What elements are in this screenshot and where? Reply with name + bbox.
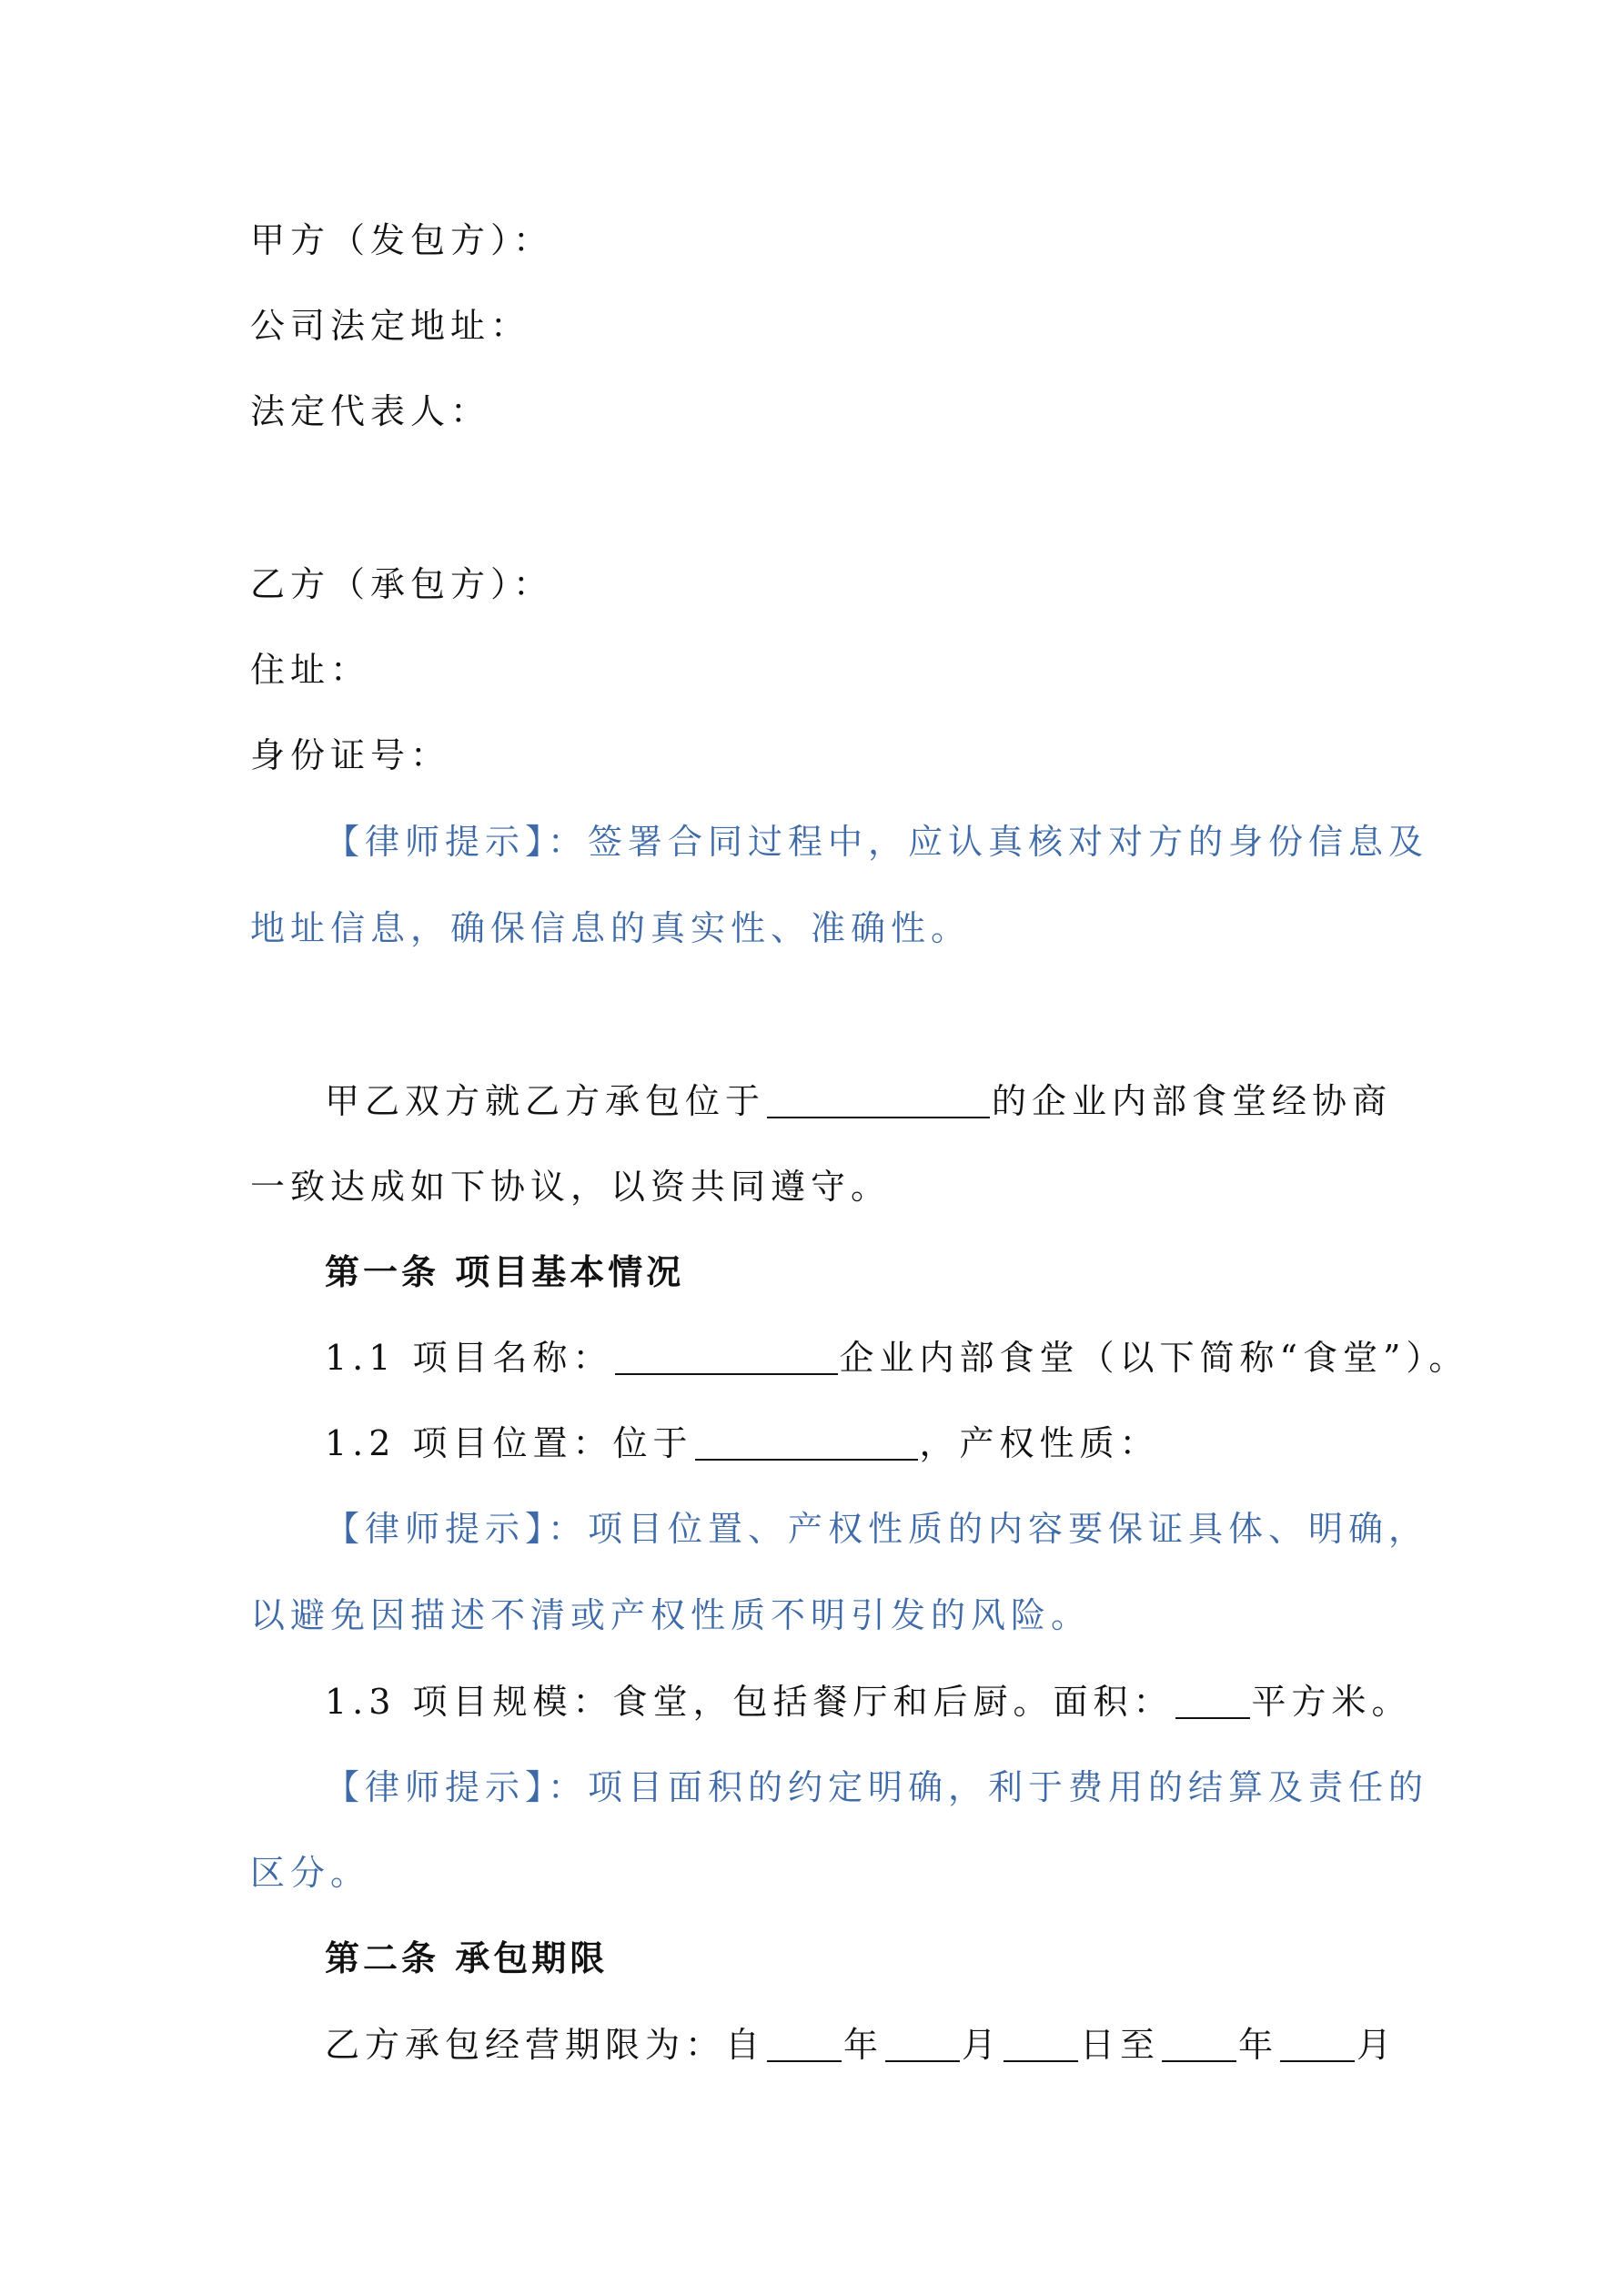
intro-line-2: 一致达成如下协议，以资共同遵守。	[250, 1167, 892, 1207]
lawyer-tip-text: ：项目面积的约定明确，利于费用的结算及责任的	[548, 1767, 1429, 1807]
item-1-2-suffix: ，产权性质：	[919, 1423, 1160, 1463]
intro-line-1	[325, 1074, 1397, 1128]
lawyer-tip-2-line-1	[325, 1502, 1429, 1556]
item-1-3-suffix: 平方米。	[1251, 1682, 1412, 1722]
party-b-title: 乙方（承包方）：	[250, 564, 554, 604]
lawyer-tip-label: 【律师提示】	[325, 1767, 549, 1807]
item-1-2	[325, 1416, 1397, 1471]
item-1-1	[325, 1330, 1469, 1385]
item-1-1-suffix: 企业内部食堂（以下简称“食堂”）。	[839, 1338, 1469, 1378]
lawyer-tip-3-line-2: 区分。	[250, 1853, 371, 1893]
start-year-blank	[767, 2024, 842, 2062]
term-line	[325, 2018, 1397, 2072]
item-1-3	[325, 1674, 1412, 1729]
article-2-heading: 第二条 承包期限	[325, 1938, 609, 1978]
item-1-1-prefix: 1.1 项目名称：	[325, 1338, 613, 1378]
item-1-2-prefix: 1.2 项目位置：位于	[325, 1423, 693, 1463]
lawyer-tip-2-line-2: 以避免因描述不清或产权性质不明引发的风险。	[250, 1595, 1092, 1635]
party-b-address: 住址：	[250, 650, 371, 690]
lawyer-tip-3-line-1	[325, 1760, 1429, 1815]
year-label: 年	[1238, 2025, 1279, 2065]
lawyer-tip-1-line-1	[325, 814, 1429, 869]
item-1-3-prefix: 1.3 项目规模：食堂，包括餐厅和后厨。面积：	[325, 1682, 1174, 1722]
party-b-id-number: 身份证号：	[250, 735, 451, 775]
lawyer-tip-label: 【律师提示】	[325, 1509, 549, 1549]
project-name-blank	[615, 1337, 838, 1375]
term-prefix: 乙方承包经营期限为：自	[325, 2025, 766, 2065]
project-location-blank	[695, 1422, 918, 1461]
area-blank	[1175, 1681, 1250, 1719]
intro-part-2: 的企业内部食堂经协商	[992, 1081, 1393, 1121]
day-to-label: 日至	[1080, 2025, 1161, 2065]
start-day-blank	[1004, 2024, 1078, 2062]
start-month-blank	[885, 2024, 960, 2062]
end-year-blank	[1162, 2024, 1236, 2062]
lawyer-tip-text: ：项目位置、产权性质的内容要保证具体、明确，	[548, 1509, 1429, 1549]
lawyer-tip-1-line-2: 地址信息，确保信息的真实性、准确性。	[250, 908, 972, 948]
end-month-blank	[1280, 2024, 1355, 2062]
article-1-heading: 第一条 项目基本情况	[325, 1252, 685, 1292]
location-blank	[767, 1080, 990, 1118]
lawyer-tip-label: 【律师提示】	[325, 822, 549, 862]
intro-part-1: 甲乙双方就乙方承包位于	[325, 1081, 766, 1121]
month-label: 月	[962, 2025, 1003, 2065]
party-a-address: 公司法定地址：	[250, 306, 531, 346]
year-label: 年	[843, 2025, 884, 2065]
month-label: 月	[1357, 2025, 1397, 2065]
party-a-representative: 法定代表人：	[250, 391, 491, 431]
lawyer-tip-text: ：签署合同过程中，应认真核对对方的身份信息及	[548, 822, 1429, 862]
party-a-title: 甲方（发包方）：	[250, 220, 554, 260]
